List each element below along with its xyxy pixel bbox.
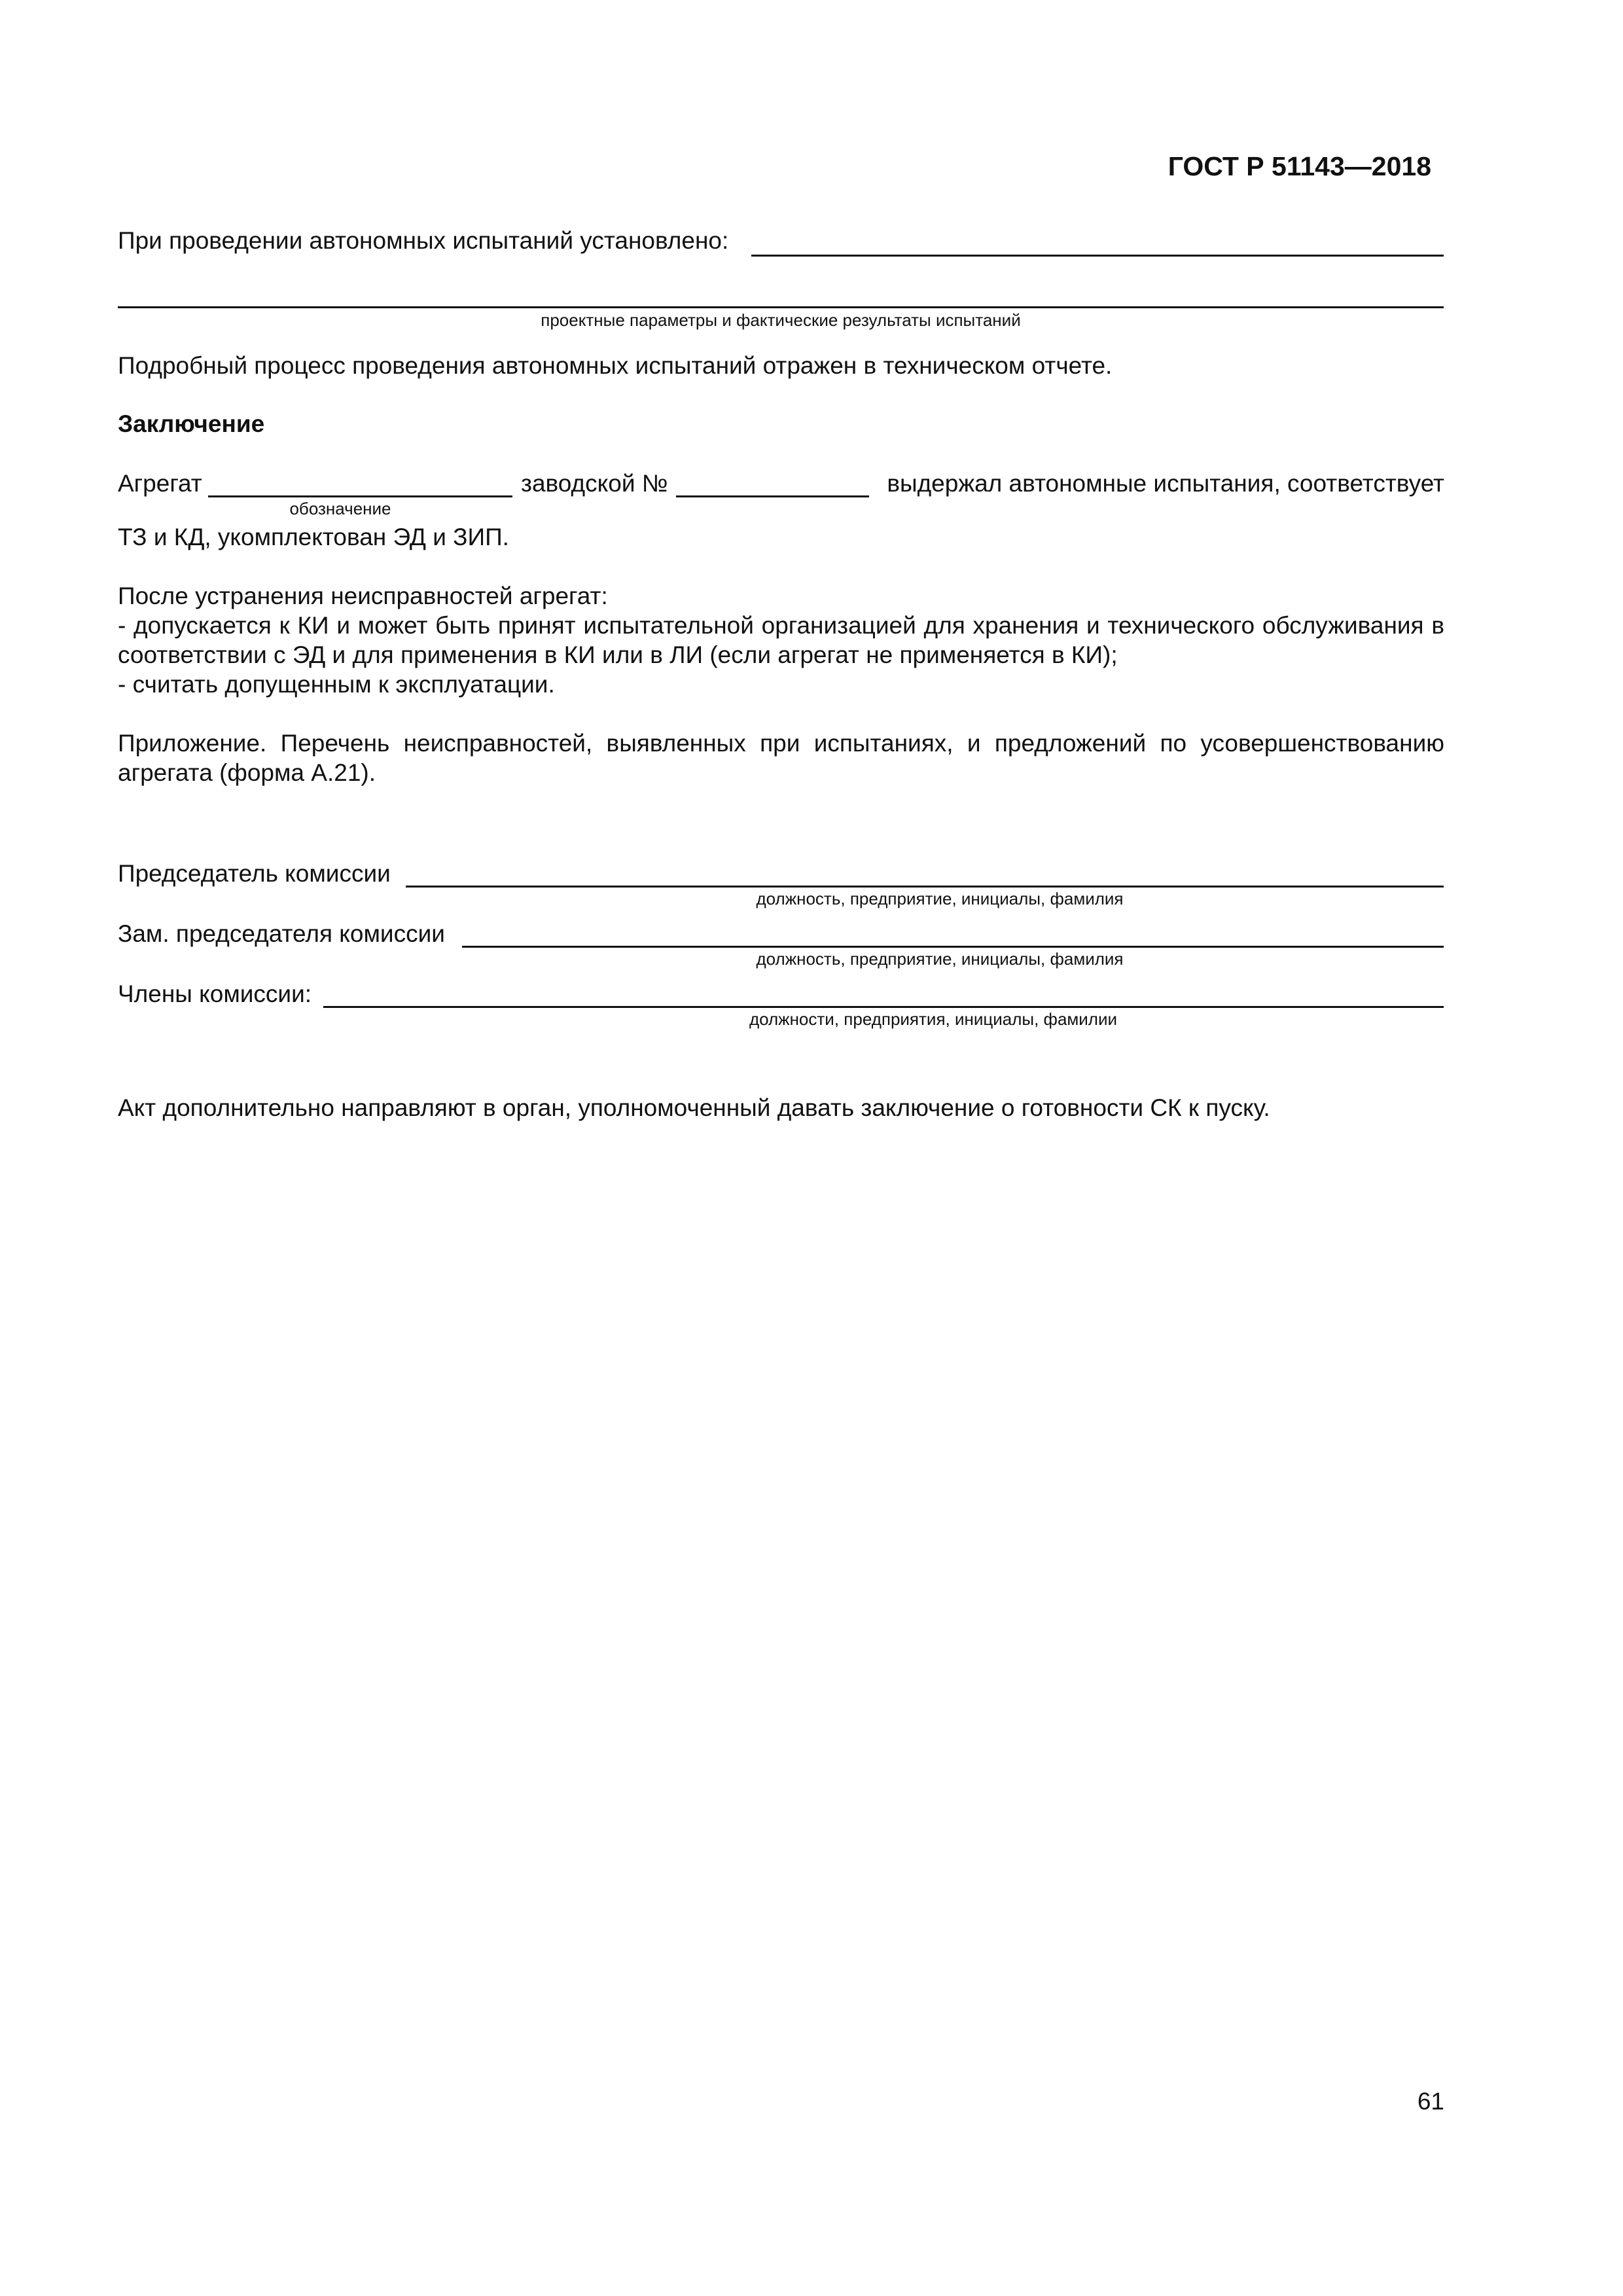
conclusion-title: Заключение: [118, 410, 265, 437]
unit-label: Агрегат: [118, 470, 202, 497]
chairman-caption: должность, предприятие, инициалы, фамилия: [756, 889, 1124, 908]
unit-designation-field-line[interactable]: [208, 495, 512, 497]
unit-result-continuation: ТЗ и КД, укомплектован ЭД и ЗИП.: [118, 524, 509, 550]
tests-result-field-line-1[interactable]: [751, 255, 1444, 257]
serial-number-label: заводской №: [521, 470, 668, 497]
unit-designation-caption: обозначение: [289, 499, 391, 518]
members-caption: должности, предприятия, инициалы, фамилии: [749, 1009, 1118, 1029]
tests-report-note: Подробный процесс проведения автономных испытаний отражен в техническом отчете.: [118, 352, 1113, 379]
tests-label: При проведении автономных испытаний установлено:: [118, 227, 729, 254]
after-fix-item: - считать допущенным к эксплуатации.: [118, 671, 555, 698]
chairman-signature-line[interactable]: [406, 886, 1444, 888]
after-fix-block: [118, 581, 1444, 699]
after-fix-intro: После устранения неисправностей агрегат:: [118, 583, 608, 609]
deputy-chairman-signature-line[interactable]: [462, 946, 1444, 948]
members-label: Члены комиссии:: [118, 980, 312, 1007]
appendix-note: Приложение. Перечень неисправностей, выявленных при испытаниях, и предложений по усовершенствованию агрегата (форма А.21).: [118, 730, 1444, 786]
document-code-header: ГОСТ Р 51143—2018: [1168, 151, 1431, 181]
tests-result-field-line-2[interactable]: [118, 306, 1444, 308]
chairman-label: Председатель комиссии: [118, 860, 391, 887]
page-number: 61: [1417, 2088, 1444, 2115]
deputy-chairman-caption: должность, предприятие, инициалы, фамилия: [756, 949, 1124, 969]
serial-number-field-line[interactable]: [676, 495, 869, 497]
deputy-chairman-label: Зам. председателя комиссии: [118, 920, 445, 947]
members-signature-line[interactable]: [323, 1006, 1444, 1008]
unit-result-text: выдержал автономные испытания, соответствует: [887, 470, 1444, 497]
final-note: Акт дополнительно направляют в орган, уполномоченный давать заключение о готовности СК к пуску.: [118, 1094, 1270, 1121]
tests-result-caption: проектные параметры и фактические результаты испытаний: [541, 310, 1021, 330]
after-fix-item: - допускается к КИ и может быть принят испытательной организацией для хранения и технического обслуживания в соответствии с ЭД и для применения в КИ или в ЛИ (если агрегат не применяется в КИ);: [118, 612, 1444, 668]
